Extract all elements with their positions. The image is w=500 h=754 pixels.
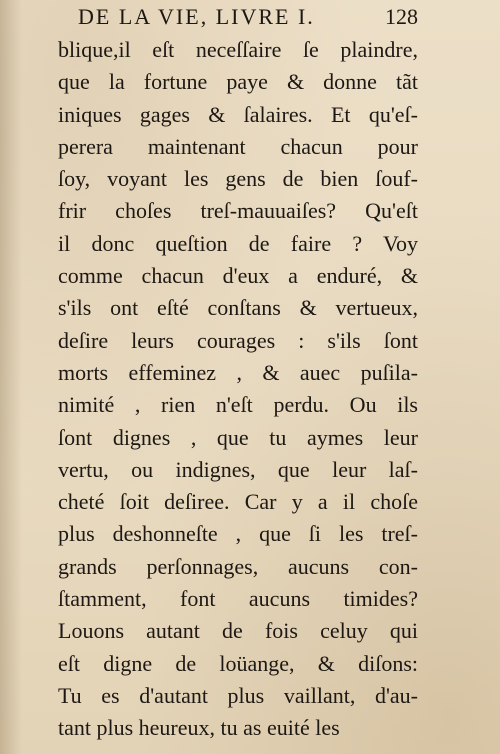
gutter-shadow xyxy=(0,0,22,754)
text-line: deſire leurs courages : s'ils ſont xyxy=(58,327,418,353)
body-text xyxy=(58,34,418,745)
text-line: ſont dignes , que tu aymes leur xyxy=(58,424,418,450)
text-line: blique,il eſt neceſſaire ſe plaindre, xyxy=(58,37,418,62)
running-head: DE LA VIE, LIVRE I. xyxy=(78,4,315,29)
text-line: perera maintenant chacun pour xyxy=(58,133,418,159)
text-line: ſoy, voyant les gens de bien ſouf- xyxy=(58,166,418,192)
text-line: frir choſes treſ-mauuaiſes? Qu'eſt xyxy=(58,198,418,224)
text-line: s'ils ont eſté conſtans & vertueux, xyxy=(58,295,418,321)
text-line: plus deshonneſte , que ſi les treſ- xyxy=(58,521,418,547)
page-header xyxy=(78,4,418,34)
text-line: grands perſonnages, aucuns con- xyxy=(58,553,418,579)
text-line: vertu, ou indignes, que leur laſ- xyxy=(58,456,418,482)
text-line: iniques gages & ſalaires. Et qu'eſ- xyxy=(58,101,418,127)
text-line: cheté ſoit deſiree. Car y a il choſe xyxy=(58,489,418,515)
text-line: il donc queſtion de faire ? Voy xyxy=(58,230,418,256)
text-line: ſtamment, font aucuns timides? xyxy=(58,586,418,612)
page-number: 128 xyxy=(385,4,418,29)
text-line: que la fortune paye & donne tãt xyxy=(58,69,418,95)
text-line: comme chacun d'eux a enduré, & xyxy=(58,263,418,289)
text-line: Tu es d'autant plus vaillant, d'au- xyxy=(58,682,418,708)
text-line: eſt digne de loüange, & diſons: xyxy=(58,650,418,676)
text-line: tant plus heureux, tu as euité les xyxy=(58,715,340,741)
text-line: nimité , rien n'eſt perdu. Ou ils xyxy=(58,392,418,418)
text-line: Louons autant de fois celuy qui xyxy=(58,618,418,644)
text-line: morts effeminez , & auec puſila- xyxy=(58,359,418,385)
